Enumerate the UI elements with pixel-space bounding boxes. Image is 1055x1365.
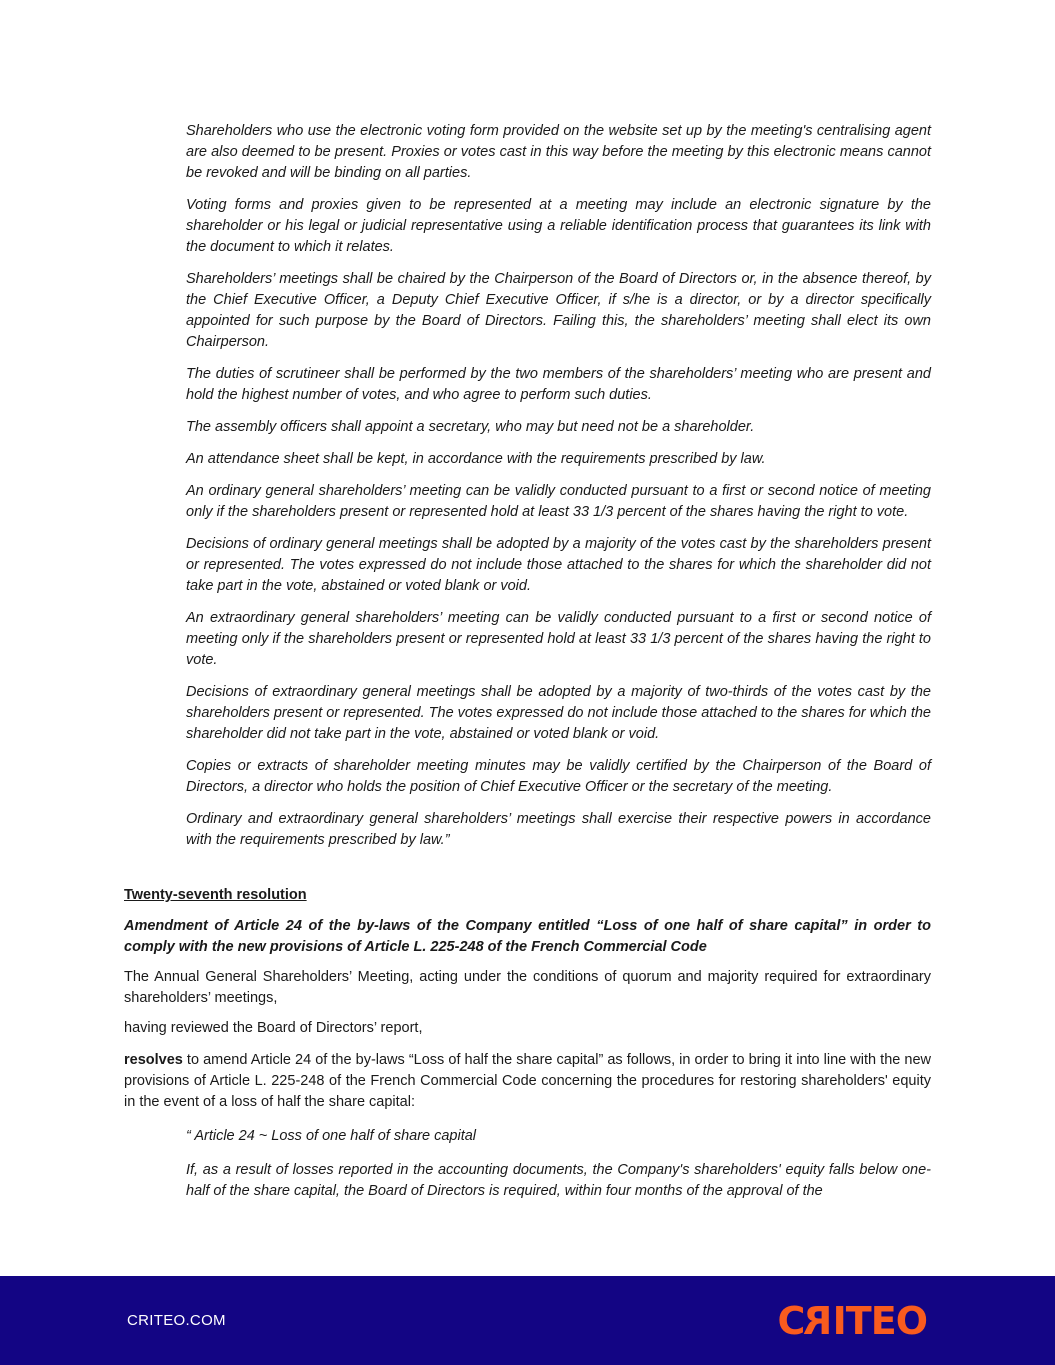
quoted-paragraph: An attendance sheet shall be kept, in accordance with the requirements prescribed by law. — [186, 451, 766, 467]
quoted-paragraph: The assembly officers shall appoint a secretary, who may but need not be a shareholder. — [186, 419, 755, 435]
resolves-keyword: resolves — [124, 1052, 183, 1068]
quoted-paragraph: Voting forms and proxies given to be represented at a meeting may include an electronic signature by the shareholder or his legal or judicial representative using a reliable identification process that guarantees its link with the document to which it relates. — [186, 197, 931, 255]
quoted-paragraph: Shareholders’ meetings shall be chaired by the Chairperson of the Board of Directors or, in the absence thereof, by the Chief Executive Officer, a Deputy Chief Executive Officer, if s/he is a director, or by a director specifically appointed for such purpose by the Board of Directors. Failing this, the shareholders’ meeting shall elect its own Chairperson. — [186, 271, 931, 350]
page-footer — [0, 1276, 1055, 1365]
quoted-paragraph: Decisions of ordinary general meetings shall be adopted by a majority of the votes cast by the shareholders present or represented. The votes expressed do not include those attached to the shares for which the shareholder did not take part in the vote, abstained or voted blank or void. — [186, 536, 931, 594]
quoted-paragraph: Shareholders who use the electronic voting form provided on the website set up by the meeting's centralising agent are also deemed to be present. Proxies or votes cast in this way before the meeting by this electronic means cannot be revoked and will be binding on all parties. — [186, 123, 931, 181]
quoted-paragraph: Copies or extracts of shareholder meeting minutes may be validly certified by the Chairperson of the Board of Directors, a director who holds the position of Chief Executive Officer or the secretary of the meeting. — [186, 758, 931, 795]
article-quote-title: “ Article 24 ~ Loss of one half of share capital — [186, 1128, 477, 1144]
logo-reversed-r: R — [804, 1298, 833, 1343]
logo-letter-c: C — [777, 1298, 805, 1343]
quoted-paragraphs — [124, 121, 931, 851]
quoted-paragraph: The duties of scrutineer shall be performed by the two members of the shareholders’ meeting who are present and hold the highest number of votes, and who agree to perform such duties. — [186, 366, 931, 403]
paragraph-reviewed: having reviewed the Board of Directors’ report, — [124, 1020, 423, 1036]
quoted-paragraph: An extraordinary general shareholders’ meeting can be validly conducted pursuant to a first or second notice of meeting only if the shareholders present or represented hold at least 33 1/3 percent of the shares having the right to vote. — [186, 610, 931, 668]
footer-website-text: CRITEO.COM — [127, 1312, 226, 1329]
quoted-paragraph: An ordinary general shareholders’ meeting can be validly conducted pursuant to a first or second notice of meeting only if the shareholders present or represented hold at least 33 1/3 percent of the shares having the right to vote. — [186, 483, 931, 520]
resolution-heading: Twenty-seventh resolution — [124, 887, 307, 903]
resolves-text: to amend Article 24 of the by-laws “Loss of half the share capital” as follows, in order to bring it into line with the new provisions of Article L. 225-248 of the French Commercial Code concerning the procedures for restoring shareholders' equity in the event of a loss of half the share capital: — [124, 1052, 931, 1110]
paragraph-resolves — [124, 1050, 931, 1113]
paragraph-quorum: The Annual General Shareholders’ Meeting, acting under the conditions of quorum and majority required for extraordinary shareholders’ meetings, — [124, 969, 931, 1006]
article-quote-body: If, as a result of losses reported in the accounting documents, the Company's shareholders' equity falls below one-half of the share capital, the Board of Directors is required, within four months of the approval of the — [186, 1162, 931, 1199]
quoted-paragraph: Ordinary and extraordinary general shareholders’ meetings shall exercise their respective powers in accordance with the requirements prescribed by law.” — [186, 811, 931, 848]
criteo-logo — [777, 1298, 927, 1343]
resolution-subtitle: Amendment of Article 24 of the by-laws of the Company entitled “Loss of one half of share capital” in order to comply with the new provisions of Article L. 225-248 of the French Commercial Code — [124, 918, 931, 955]
logo-letters-iteo: ITEO — [832, 1298, 927, 1343]
quoted-paragraph: Decisions of extraordinary general meetings shall be adopted by a majority of two-thirds of the votes cast by the shareholders present or represented. The votes expressed do not include those attached to the shares for which the shareholder did not take part in the vote, abstained or voted blank or void. — [186, 684, 931, 742]
